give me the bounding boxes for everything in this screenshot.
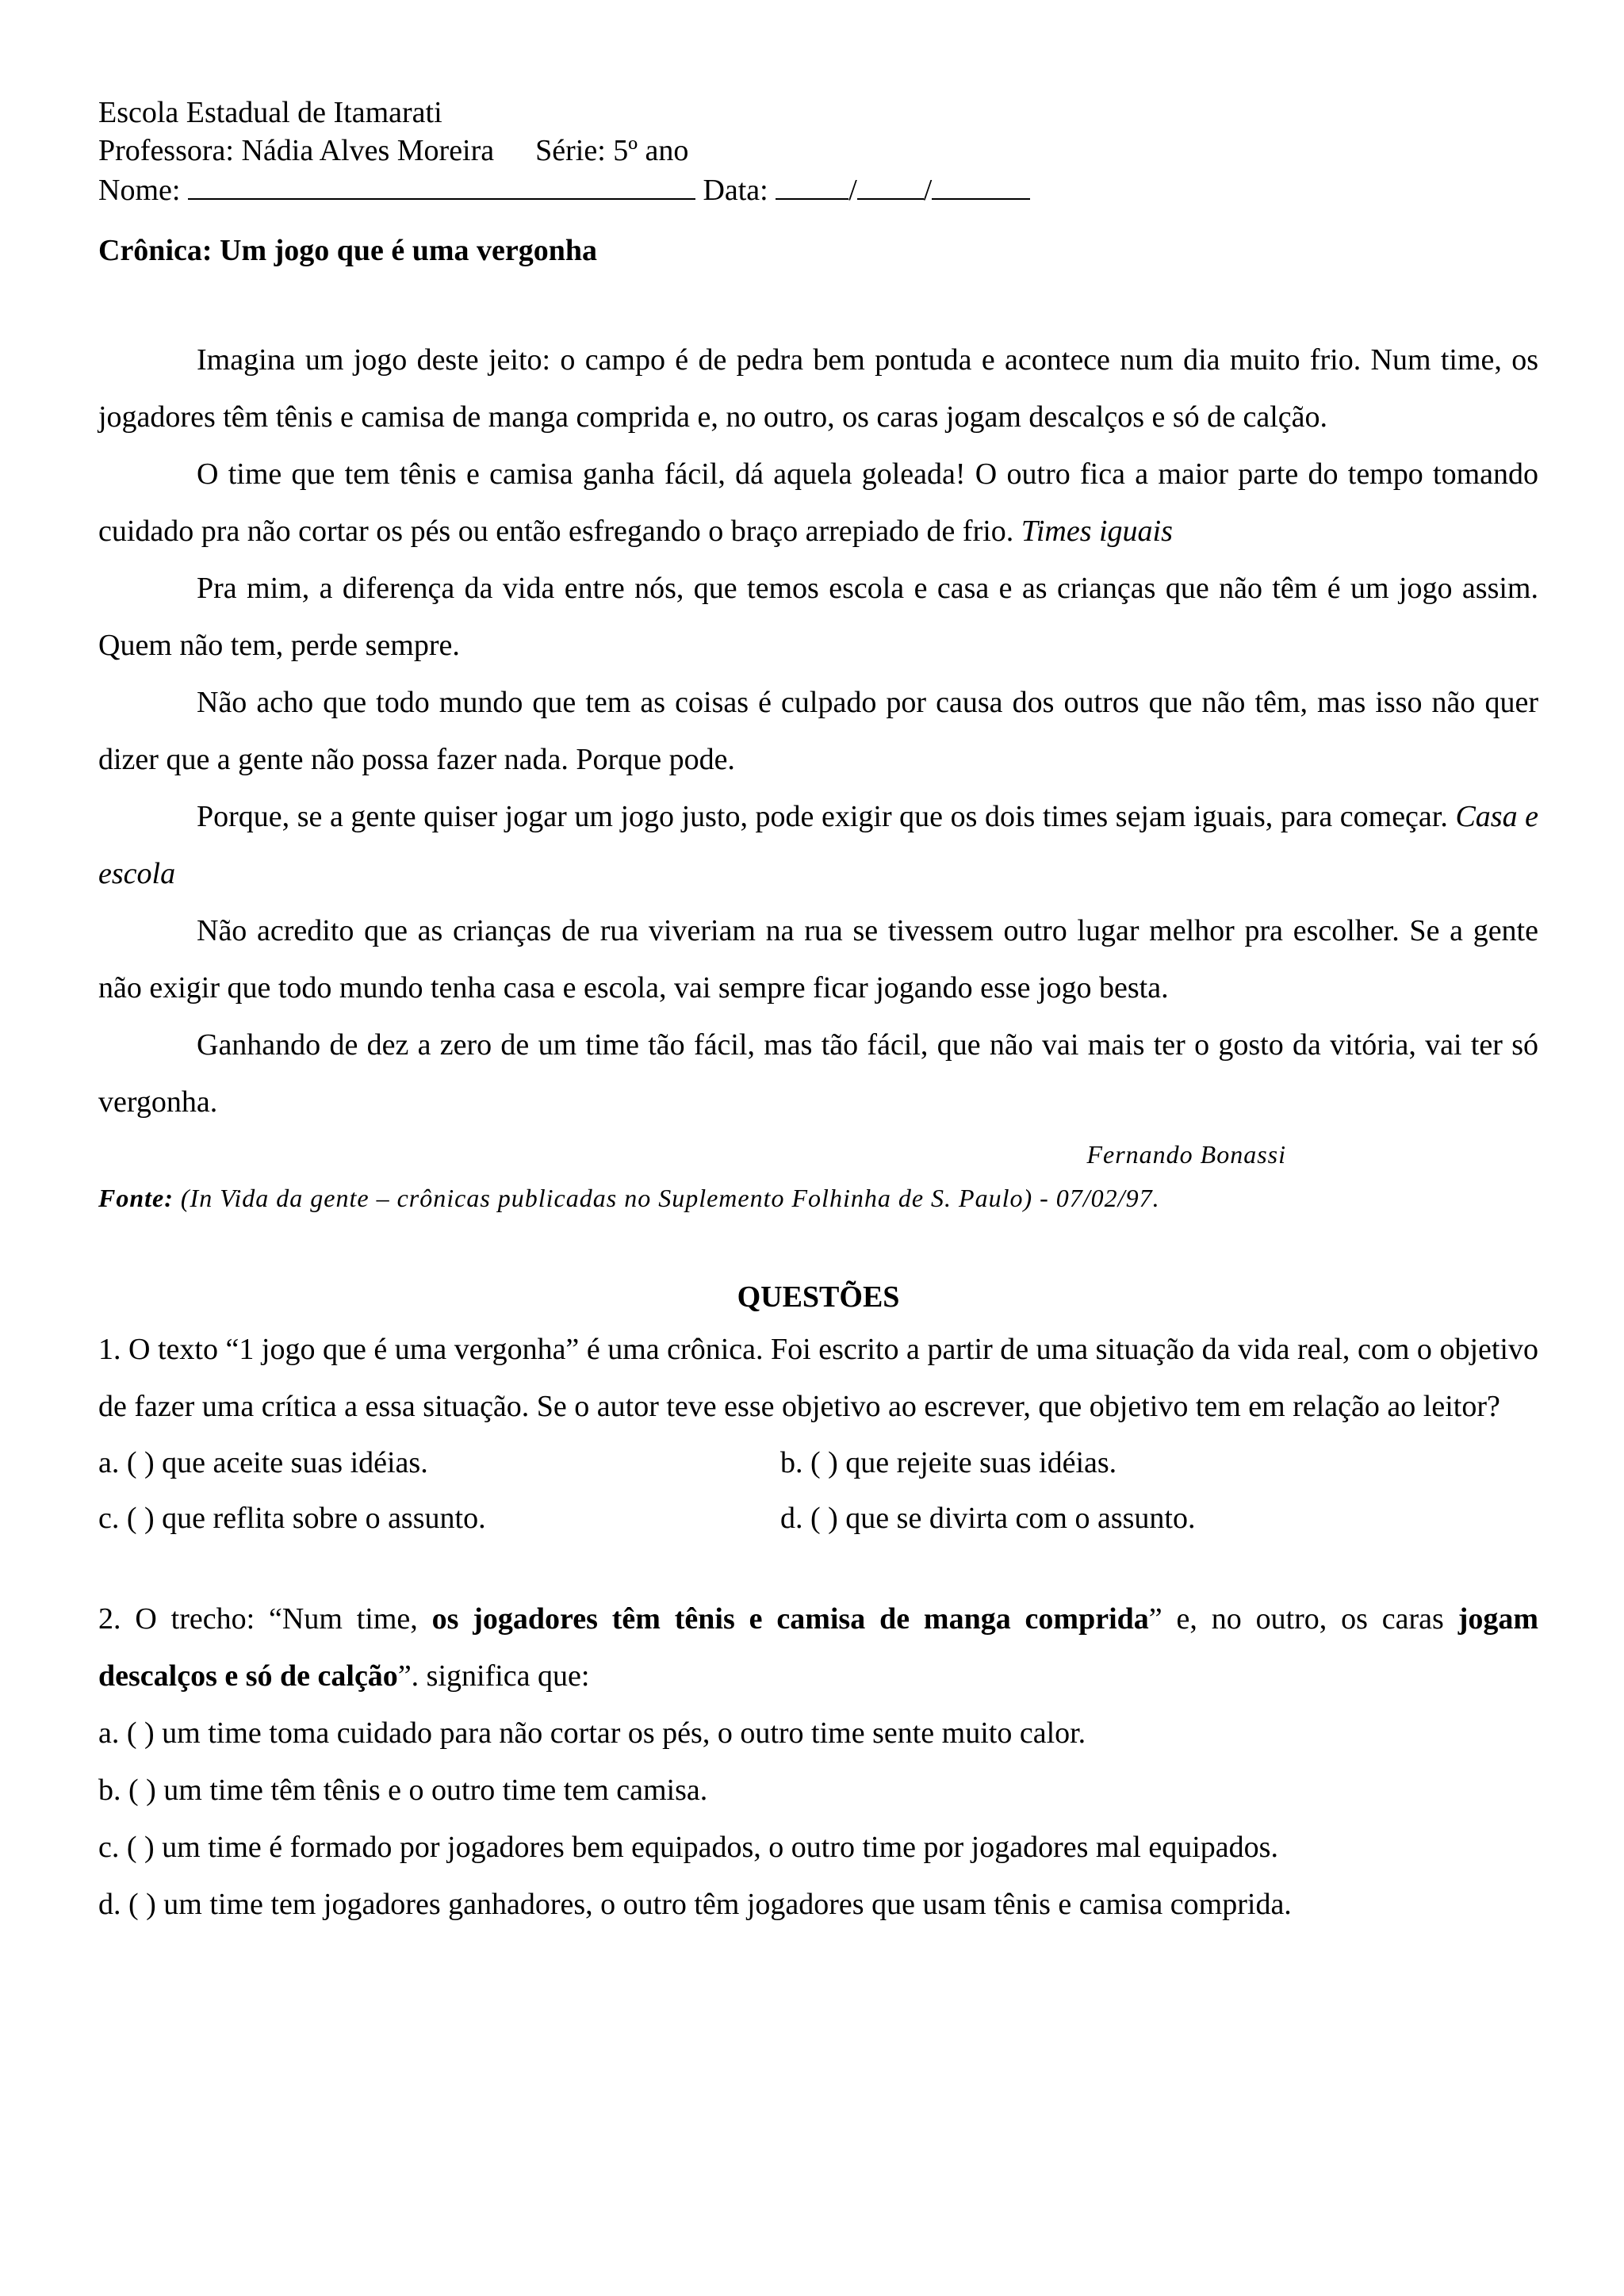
school-name: Escola Estadual de Itamarati xyxy=(98,96,442,129)
option-a[interactable]: a. ( ) que aceite suas idéias. xyxy=(98,1446,428,1479)
question-text: 2. O trecho: “Num time, xyxy=(98,1602,432,1636)
question-quote-bold: jogam descalços e só de calção xyxy=(98,1602,1538,1693)
paragraph: Imagina um jogo deste jeito: o campo é de pedra bem pontuda e acontece num dia muito frio. Num time, os jogadores têm tênis e camisa de manga comprida e, no outro, os caras jogam descalços e só de calção. xyxy=(98,343,1538,434)
question-1: 1. O texto “1 jogo que é uma vergonha” é uma crônica. Foi escrito a partir de uma situação da vida real, com o objetivo de fazer uma crítica a essa situação. Se o autor teve esse objetivo ao escrever, que objetivo tem em relação ao leitor? xyxy=(98,1333,1538,1423)
option-b[interactable]: b. ( ) um time têm tênis e o outro time tem camisa. xyxy=(98,1774,708,1807)
paragraph: Ganhando de dez a zero de um time tão fácil, mas tão fácil, que não vai mais ter o gosto da vitória, vai ter só vergonha. xyxy=(98,1028,1538,1119)
chronicle-text xyxy=(98,331,1538,1131)
questions-title: QUESTÕES xyxy=(737,1280,900,1314)
option-b[interactable]: b. ( ) que rejeite suas idéias. xyxy=(780,1446,1117,1479)
chronicle-title: Crônica: Um jogo que é uma vergonha xyxy=(98,234,598,267)
worksheet-page xyxy=(98,94,1538,1933)
question-1-options-row xyxy=(98,1490,1538,1546)
name-label: Nome: xyxy=(98,174,181,207)
paragraph xyxy=(98,788,1538,902)
question-quote-bold: os jogadores têm tênis e camisa de manga comprida xyxy=(431,1602,1149,1636)
source-label: Fonte: xyxy=(98,1184,174,1212)
date-separator: / xyxy=(923,174,933,207)
paragraph-text: Porque, se a gente quiser jogar um jogo justo, pode exigir que os dois times sejam iguais, para começar. xyxy=(197,800,1448,833)
teacher-line xyxy=(98,132,1538,170)
date-separator: / xyxy=(848,174,857,207)
subtitle-casa-e-escola: Casa e escola xyxy=(98,800,1539,890)
date-year-blank[interactable] xyxy=(932,170,1030,200)
question-1-options-row xyxy=(98,1435,1538,1490)
source xyxy=(98,1178,1538,1218)
date-day-blank[interactable] xyxy=(776,170,848,200)
option-c[interactable]: c. ( ) que reflita sobre o assunto. xyxy=(98,1502,486,1535)
paragraph xyxy=(98,446,1538,560)
author: Fernando Bonassi xyxy=(1086,1140,1286,1169)
paragraph: Pra mim, a diferença da vida entre nós, que temos escola e casa e as crianças que não têm é um jogo assim. Quem não tem, perde sempre. xyxy=(98,572,1538,662)
name-date-line xyxy=(98,170,1538,209)
question-2 xyxy=(98,1590,1538,1705)
teacher-name: Professora: Nádia Alves Moreira xyxy=(98,134,495,167)
grade: Série: 5º ano xyxy=(535,134,689,167)
name-blank[interactable] xyxy=(188,170,695,200)
paragraph: Não acredito que as crianças de rua viveriam na rua se tivessem outro lugar melhor pra escolher. Se a gente não exigir que todo mundo tenha casa e escola, vai sempre ficar jogando esse jogo besta. xyxy=(98,914,1538,1004)
date-month-blank[interactable] xyxy=(857,170,924,200)
subtitle-times-iguais: Times iguais xyxy=(1021,515,1173,548)
option-c[interactable]: c. ( ) um time é formado por jogadores bem equipados, o outro time por jogadores mal equipados. xyxy=(98,1831,1278,1864)
date-label: Data: xyxy=(703,174,768,207)
option-d[interactable]: d. ( ) um time tem jogadores ganhadores, o outro têm jogadores que usam tênis e camisa comprida. xyxy=(98,1888,1292,1921)
option-a[interactable]: a. ( ) um time toma cuidado para não cortar os pés, o outro time sente muito calor. xyxy=(98,1716,1086,1750)
question-text: ” e, no outro, os caras xyxy=(1148,1602,1458,1636)
paragraph-text: O time que tem tênis e camisa ganha fácil, dá aquela goleada! O outro fica a maior parte do tempo tomando cuidado pra não cortar os pés ou então esfregando o braço arrepiado de frio. xyxy=(98,457,1538,548)
source-text: (In Vida da gente – crônicas publicadas no Suplemento Folhinha de S. Paulo) - 07/02/97. xyxy=(173,1184,1160,1212)
paragraph: Não acho que todo mundo que tem as coisas é culpado por causa dos outros que não têm, mas isso não quer dizer que a gente não possa fazer nada. Porque pode. xyxy=(98,686,1538,776)
question-text: ”. significa que: xyxy=(397,1659,590,1693)
option-d[interactable]: d. ( ) que se divirta com o assunto. xyxy=(780,1502,1196,1535)
